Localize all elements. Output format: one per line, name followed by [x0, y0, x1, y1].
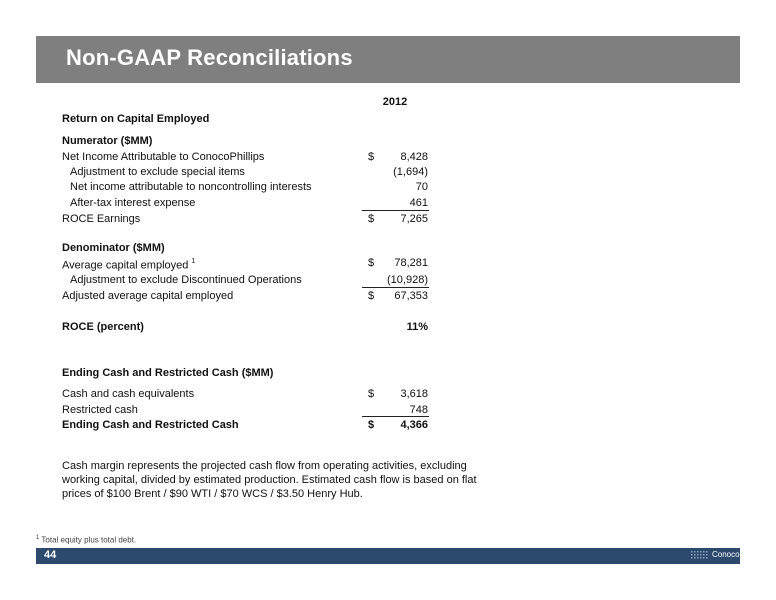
row-value: 4,366 — [400, 419, 428, 431]
row-currency: $ — [368, 213, 375, 225]
subtotal-rule — [362, 287, 429, 288]
page-number: 44 — [44, 549, 57, 561]
cash-margin-note: Cash margin represents the projected cash flow from operating activities, excluding working capital, divided by estimated production. Estimated cash flow is based on flat prices of $100 Brent / $90 WTI / $70 WCS / $3.50 Henry Hub. — [62, 460, 477, 500]
row-value: 461 — [409, 197, 428, 209]
row-value: 3,618 — [400, 388, 428, 400]
row-label: After-tax interest expense — [70, 197, 196, 209]
table-row — [0, 180, 776, 194]
subtotal-rule — [362, 416, 429, 417]
row-value: 78,281 — [394, 257, 428, 269]
table-row-total — [0, 212, 776, 226]
row-label: ROCE Earnings — [62, 213, 141, 225]
row-label: Adjustment to exclude Discontinued Operations — [70, 274, 302, 286]
row-value: (1,694) — [393, 166, 428, 178]
row-label: Restricted cash — [62, 404, 138, 416]
footnote-ref: 1 — [191, 258, 196, 265]
table-row-total — [0, 418, 776, 432]
roce-row — [0, 320, 776, 334]
page-title: Non-GAAP Reconciliations — [66, 45, 353, 70]
table-row — [0, 165, 776, 179]
section-roce-title-label: Return on Capital Employed — [62, 113, 210, 125]
row-value: 67,353 — [394, 290, 428, 302]
row-currency: $ — [368, 290, 375, 302]
denominator-heading-label: Denominator ($MM) — [62, 242, 165, 254]
dot-pattern-icon — [691, 551, 711, 561]
footnote-marker: 1 — [36, 535, 40, 541]
row-currency: $ — [368, 388, 375, 400]
footnote-text: Total equity plus total debt. — [41, 535, 137, 545]
row-value: 748 — [409, 404, 428, 416]
column-header-year: 2012 — [382, 96, 408, 108]
row-value: 70 — [415, 181, 428, 193]
ending-cash-heading — [0, 366, 776, 380]
row-label: Ending Cash and Restricted Cash — [62, 419, 239, 431]
brand-logo: ConocoPhillips — [712, 550, 765, 559]
table-row — [0, 256, 776, 270]
footnote — [36, 535, 136, 545]
table-row — [0, 387, 776, 401]
numerator-heading — [0, 134, 776, 148]
row-label: Net income attributable to noncontrolling interests — [70, 181, 312, 193]
title-bar — [36, 36, 740, 83]
footer-bar — [36, 548, 765, 564]
row-label: Adjustment to exclude special items — [70, 166, 245, 178]
row-value: 11% — [406, 321, 428, 333]
table-row — [0, 403, 776, 417]
row-value: (10,928) — [387, 274, 428, 286]
row-value: 7,265 — [400, 213, 428, 225]
row-value: 8,428 — [400, 151, 428, 163]
table-row — [0, 273, 776, 287]
section-roce-title — [0, 112, 776, 126]
subtotal-rule — [362, 210, 429, 211]
table-row — [0, 196, 776, 210]
row-label: ROCE (percent) — [62, 321, 144, 333]
row-label: Adjusted average capital employed — [62, 290, 234, 302]
row-label: Net Income Attributable to ConocoPhillips — [62, 151, 265, 163]
ending-cash-heading-label: Ending Cash and Restricted Cash ($MM) — [62, 367, 274, 379]
row-label-text: Average capital employed — [62, 259, 189, 272]
numerator-heading-label: Numerator ($MM) — [62, 135, 153, 147]
row-label: Cash and cash equivalents — [62, 388, 195, 400]
denominator-heading — [0, 241, 776, 255]
table-row — [0, 150, 776, 164]
row-currency: $ — [368, 419, 375, 431]
table-row-total — [0, 289, 776, 303]
row-currency: $ — [368, 257, 375, 269]
row-label — [62, 256, 195, 273]
row-currency: $ — [368, 151, 375, 163]
